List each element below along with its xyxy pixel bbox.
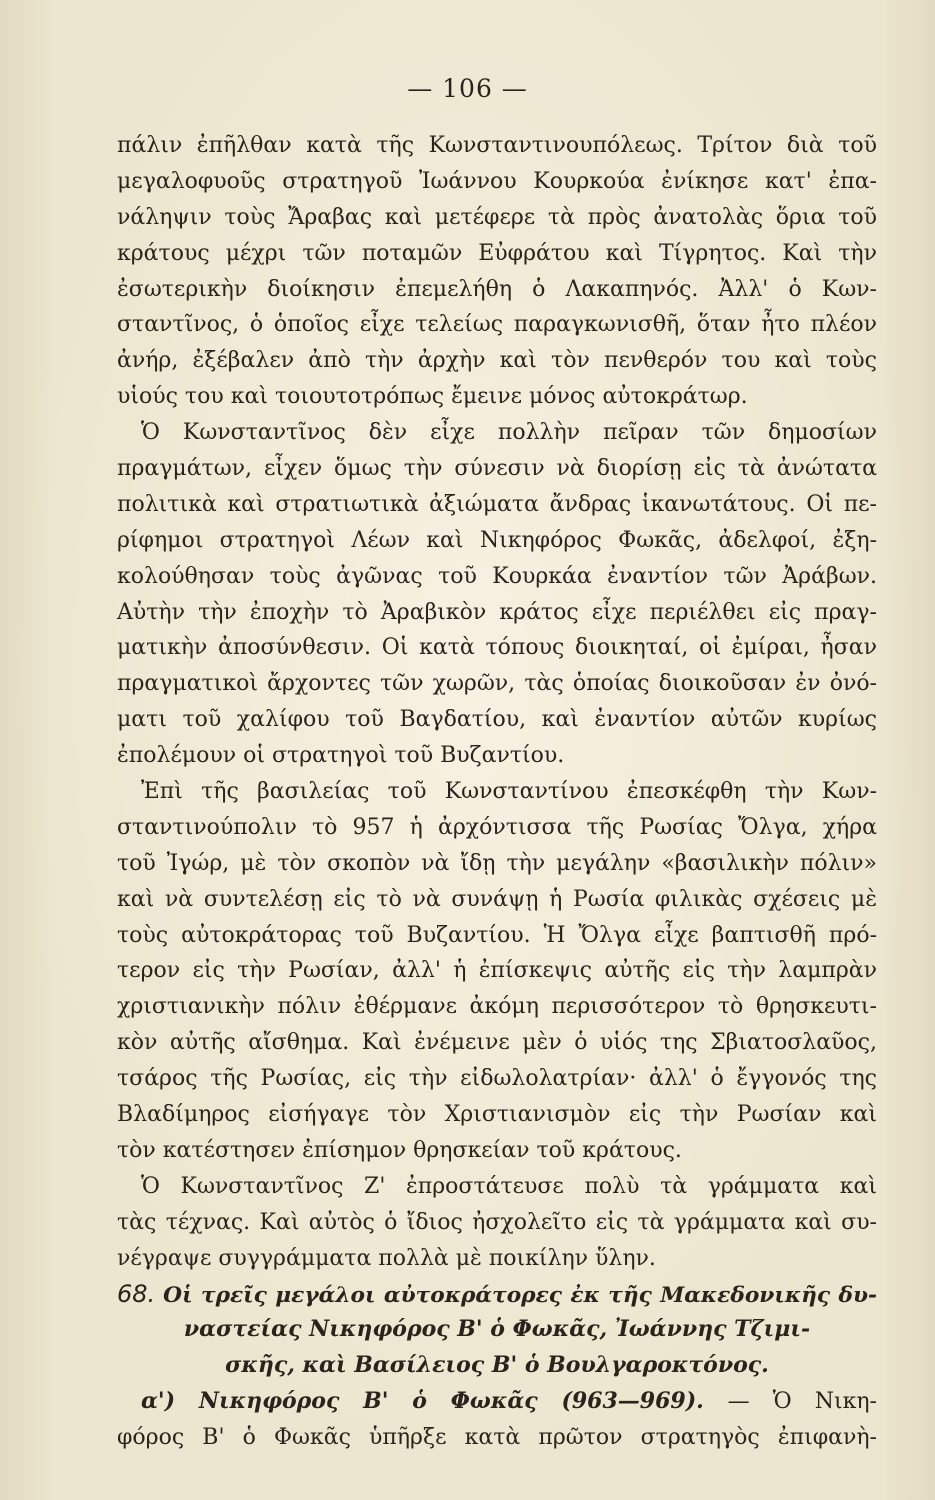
- subsection-title: α') Νικηφόρος Β' ὁ Φωκᾶς (963—969).: [141, 1388, 704, 1415]
- text-line: ματικὴν ἀποσύνθεσιν. Οἱ κατὰ τόπους διοικηταί, οἱ ἐμίραι, ἦσαν: [117, 635, 877, 661]
- text-line: τσάρος τῆς Ρωσίας, εἰς τὴν εἰδωλολατρίαν· ἀλλ' ὁ ἔγγονός της: [117, 1066, 877, 1092]
- text-line: Ἐπὶ τῆς βασιλείας τοῦ Κωνσταντίνου ἐπεσκέφθη τὴν Κων-: [141, 779, 877, 805]
- text-line: ἐσωτερικὴν διοίκησιν ἐπεμελήθη ὁ Λακαπηνός. Ἀλλ' ὁ Κων-: [117, 276, 877, 302]
- text-line: ἀνήρ, ἐξέβαλεν ἀπὸ τὴν ἀρχὴν καὶ τὸν πενθερόν του καὶ τοὺς: [117, 348, 877, 374]
- section-number: 68.: [117, 1279, 156, 1308]
- text-line: ρίφημοι στρατηγοὶ Λέων καὶ Νικηφόρος Φωκᾶς, ἀδελφοί, ἐξη-: [117, 527, 877, 553]
- text-line: κολούθησαν τοὺς ἀγῶνας τοῦ Κουρκάα ἐναντίον τῶν Ἀράβων.: [117, 563, 877, 589]
- text-line: Ὁ Κωνσταντῖνος Ζ' ἐπροστάτευσε πολὺ τὰ γράμματα καὶ: [141, 1173, 877, 1199]
- text-line: τερον εἰς τὴν Ρωσίαν, ἀλλ' ἡ ἐπίσκεψις αὐτῆς εἰς τὴν λαμπρὰν: [117, 958, 877, 984]
- section-heading-line: [117, 1277, 877, 1313]
- text-line: σταντινούπολιν τὸ 957 ἡ ἀρχόντισσα τῆς Ρωσίας Ὄλγα, χήρα: [117, 814, 877, 840]
- text-line: πάλιν ἐπῆλθαν κατὰ τῆς Κωνσταντινουπόλεως. Τρίτον διὰ τοῦ: [117, 133, 877, 158]
- text-line: Αὐτὴν τὴν ἐποχὴν τὸ Ἀραβικὸν κράτος εἶχε περιέλθει εἰς πραγ-: [117, 599, 877, 625]
- section-heading-text: Οἱ τρεῖς μεγάλοι αὐτοκράτορες ἐκ τῆς Μακεδονικῆς δυ-: [163, 1282, 877, 1308]
- text-line: πραγμάτων, εἶχεν ὅμως τὴν σύνεσιν νὰ διορίσῃ εἰς τὰ ἀνώτατα: [117, 456, 877, 482]
- text-line: τὰς τέχνας. Καὶ αὐτὸς ὁ ἴδιος ἠσχολεῖτο εἰς τὰ γράμματα καὶ συ-: [117, 1209, 877, 1235]
- text-line: κράτους μέχρι τῶν ποταμῶν Εὐφράτου καὶ Τίγρητος. Καὶ τὴν: [117, 240, 877, 266]
- section-heading-line: σκῆς, καὶ Βασίλειος Β' ὁ Βουλγαροκτόνος.: [225, 1352, 769, 1379]
- text-line: ματι τοῦ χαλίφου τοῦ Βαγδατίου, καὶ ἐναντίον αὐτῶν κυρίως: [117, 707, 877, 733]
- text-line: πραγματικοὶ ἄρχοντες τῶν χωρῶν, τὰς ὁποίας διοικοῦσαν ἐν ὀνό-: [117, 671, 877, 697]
- text-line: μεγαλοφυοῦς στρατηγοῦ Ἰωάννου Κουρκούα ἐνίκησε κατ' ἐπα-: [117, 168, 877, 194]
- text-line: τοὺς αὐτοκράτορας τοῦ Βυζαντίου. Ἡ Ὄλγα εἶχε βαπτισθῆ πρό-: [117, 922, 877, 948]
- section-heading-line: ναστείας Νικηφόρος Β' ὁ Φωκᾶς, Ἰωάννης Τζιμι-: [183, 1316, 811, 1343]
- text-line: υἱούς του καὶ τοιουτοτρόπως ἔμεινε μόνος αὐτοκράτωρ.: [117, 384, 748, 410]
- text-line: νάληψιν τοὺς Ἄραβας καὶ μετέφερε τὰ πρὸς ἀνατολὰς ὅρια τοῦ: [117, 204, 877, 230]
- body-text: [117, 128, 877, 1456]
- subsection-text: — Ὁ Νικη-: [727, 1389, 877, 1415]
- page-number: — 106 —: [407, 74, 528, 103]
- text-line: χριστιανικὴν πόλιν ἐθέρμανε ἀκόμη περισσότερον τὸ θρησκευτι-: [117, 994, 877, 1020]
- text-line: φόρος Β' ὁ Φωκᾶς ὑπῆρξε κατὰ πρῶτον στρατηγὸς ἐπιφανὴ-: [117, 1425, 877, 1451]
- text-line: Ὁ Κωνσταντῖνος δὲν εἶχε πολλὴν πεῖραν τῶν δημοσίων: [141, 420, 877, 446]
- text-line: Βλαδίμηρος εἰσήγαγε τὸν Χριστιανισμὸν εἰς τὴν Ρωσίαν καὶ: [117, 1102, 877, 1128]
- text-line: πολιτικὰ καὶ στρατιωτικὰ ἀξιώματα ἄνδρας ἱκανωτάτους. Οἱ πε-: [117, 491, 877, 517]
- text-line: νέγραψε συγγράμματα πολλὰ μὲ ποικίλην ὕλην.: [117, 1245, 656, 1271]
- text-line: κὸν αὐτῆς αἴσθημα. Καὶ ἐνέμεινε μὲν ὁ υἱός της Σβιατοσλαῦος,: [117, 1030, 877, 1056]
- text-line: ἐπολέμουν οἱ στρατηγοὶ τοῦ Βυζαντίου.: [117, 743, 565, 769]
- text-line: τὸν κατέστησεν ἐπίσημον θρησκείαν τοῦ κράτους.: [117, 1137, 682, 1163]
- text-line: καὶ νὰ συντελέσῃ εἰς τὸ νὰ συνάψῃ ἡ Ρωσία φιλικὰς σχέσεις μὲ: [117, 886, 877, 912]
- subsection-heading: [117, 1384, 877, 1420]
- text-line: τοῦ Ἰγώρ, μὲ τὸν σκοπὸν νὰ ἴδῃ τὴν μεγάλην «βασιλικὴν πόλιν»: [117, 850, 877, 876]
- text-line: σταντῖνος, ὁ ὁποῖος εἶχε τελείως παραγκωνισθῆ, ὅταν ἦτο πλέον: [117, 312, 877, 338]
